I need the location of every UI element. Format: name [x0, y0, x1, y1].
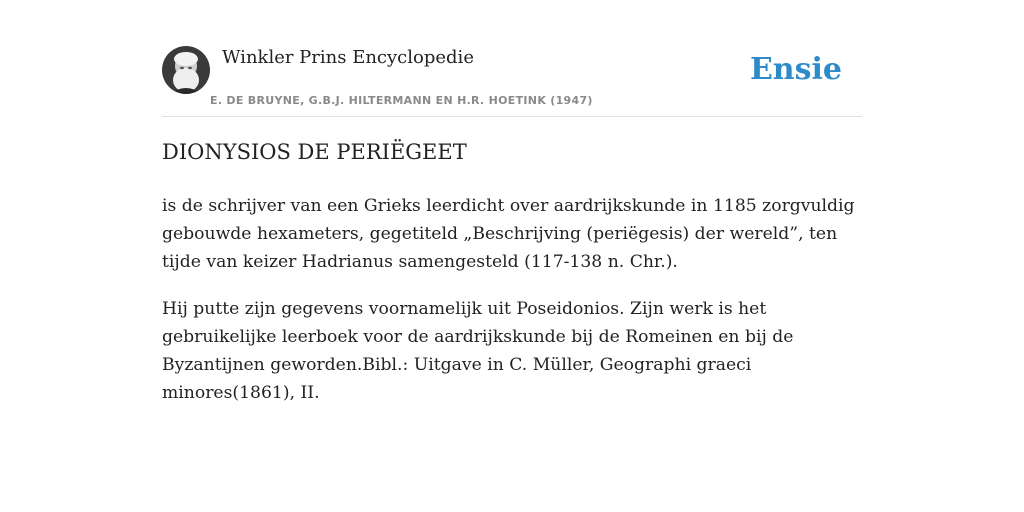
entry-body	[162, 192, 867, 426]
portrait-image	[162, 46, 210, 94]
entry-paragraph: is de schrijver van een Grieks leerdicht over aardrijkskunde in 1185 zorgvuldig gebouwde hexameters, gegetiteld „Beschrijving (periëgesis) der wereld”, ten tijde van keizer Hadrianus samengesteld (117-138 n. Chr.).	[162, 196, 855, 272]
entry-paragraph: Hij putte zijn gegevens voornamelijk uit Poseidonios. Zijn werk is het gebruikelijke leerboek voor de aardrijkskunde bij de Romeinen en bij de Byzantijnen geworden.Bibl.: Uitgave in C. Müller, Geographi graeci minores(1861), II.	[162, 299, 794, 403]
page-header	[162, 46, 862, 117]
authors-line: E. DE BRUYNE, G.B.J. HILTERMANN EN H.R. HOETINK (1947)	[210, 94, 593, 107]
source-title[interactable]: Winkler Prins Encyclopedie	[222, 47, 474, 68]
entry-title: DIONYSIOS DE PERIËGEET	[162, 140, 467, 164]
brand-logo[interactable]: Ensie	[749, 52, 842, 87]
author-portrait-icon[interactable]	[162, 46, 210, 94]
